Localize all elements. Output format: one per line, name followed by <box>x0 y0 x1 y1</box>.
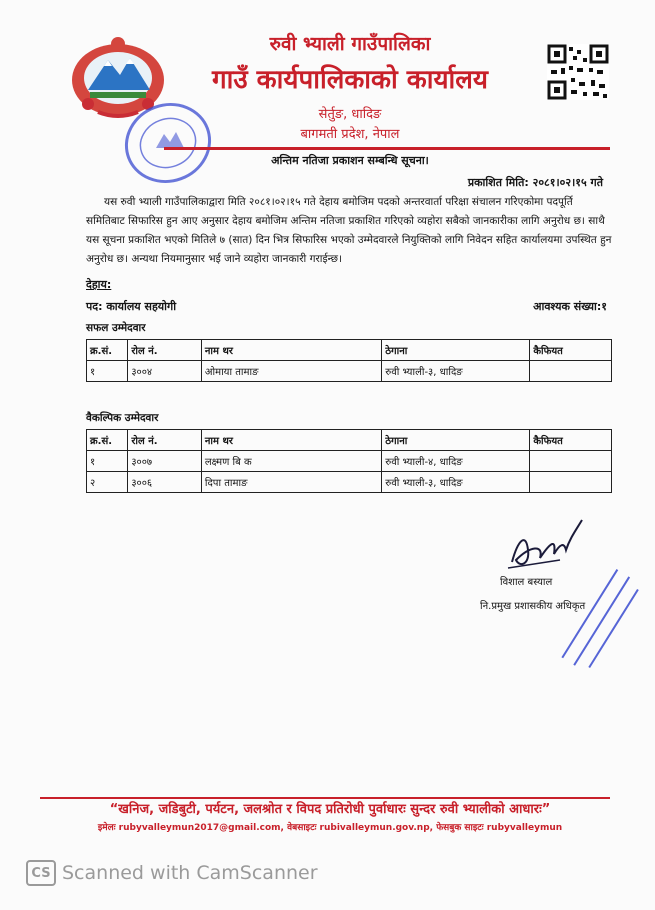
table-row <box>87 451 612 472</box>
cell-serial: १ <box>87 451 128 472</box>
municipality-name: रुवी भ्याली गाउँपालिका <box>269 33 431 55</box>
table-row <box>87 361 612 382</box>
cell-serial: २ <box>87 472 128 493</box>
cell-roll: ३००६ <box>128 472 202 493</box>
cell-roll: ३००७ <box>128 451 202 472</box>
column-header: नाम थर <box>201 340 381 361</box>
qr-code <box>547 44 609 100</box>
cell-name: लक्ष्मण बि क <box>201 451 381 472</box>
table-header-row <box>87 430 612 451</box>
header-divider <box>164 147 610 150</box>
scanner-watermark <box>26 860 318 886</box>
alternate-table <box>86 429 612 493</box>
cell-serial: १ <box>87 361 128 382</box>
column-header: ठेगाना <box>382 430 530 451</box>
post-name: पद: कार्यालय सहयोगी <box>86 300 177 313</box>
signatory-title: नि.प्रमुख प्रशासकीय अधिकृत <box>480 601 586 612</box>
column-header: नाम थर <box>201 430 381 451</box>
column-header: कैफियत <box>530 340 612 361</box>
details-heading: देहाय: <box>86 278 112 291</box>
footer-contact: इमेलः rubyvalleymun2017@gmail.com, वेबसाइटः rubivalleymun.gov.np, फेसबुक साइटः rubyvalleymun <box>97 823 563 833</box>
cell-name: ओमाया तामाङ <box>201 361 381 382</box>
notice-body: यस रुवी भ्याली गाउँपालिकाद्वारा मिति २०८१।०२।१५ गते देहाय बमोजिम पदको अन्तरवार्ता परिक्षा संचालन गरिएकोमा पदपूर्ति समितिबाट सिफारिस हुन आए अनुसार देहाय बमोजिम अन्तिम नतिजा प्रकाशित गरिएको व्यहोरा सबैको जानकारीका लागि अनुरोध छ। साथै यस सूचना प्रकाशित भएको मितिले ७ (सात) दिन भित्र सिफारिस भएको उम्मेदवारले नियुक्तिको लागि निवेदन सहित कार्यालयमा उपस्थित हुन अनुरोध छ। अन्यथा नियमानुसार भई जाने व्यहोरा जानकारी गराईन्छ। <box>86 196 612 265</box>
table-row <box>87 472 612 493</box>
cell-remarks <box>530 472 612 493</box>
column-header: क्र.सं. <box>87 430 128 451</box>
successful-table <box>86 339 612 382</box>
column-header: रोल नं. <box>128 340 202 361</box>
notice-title: अन्तिम नतिजा प्रकाशन सम्बन्धि सूचना। <box>271 154 429 167</box>
cell-roll: ३००४ <box>128 361 202 382</box>
cell-remarks <box>530 451 612 472</box>
cell-remarks <box>530 361 612 382</box>
cell-name: दिपा तामाङ <box>201 472 381 493</box>
cell-address: रुवी भ्याली-३, धादिङ <box>382 361 530 382</box>
office-name: गाउँ कार्यपालिकाको कार्यालय <box>212 65 488 95</box>
required-count: आवश्यक संख्या:१ <box>533 300 607 313</box>
alternate-heading: वैकल्पिक उम्मेदवार <box>86 412 159 424</box>
column-header: रोल नं. <box>128 430 202 451</box>
cell-address: रुवी भ्याली-३, धादिङ <box>382 472 530 493</box>
column-header: ठेगाना <box>382 340 530 361</box>
office-place: सेर्तुङ, धादिङ <box>318 107 382 122</box>
camscanner-logo-icon: CS <box>26 860 56 886</box>
successful-heading: सफल उम्मेदवार <box>86 322 146 334</box>
cell-address: रुवी भ्याली-४, धादिङ <box>382 451 530 472</box>
scanner-text: Scanned with CamScanner <box>62 862 318 884</box>
footer-motto: “खनिज, जडिबुटी, पर्यटन, जलश्रोत र विपद प्रतिरोधी पुर्वाधारः सुन्दर रुवी भ्यालीको आधारः” <box>109 802 551 817</box>
column-header: क्र.सं. <box>87 340 128 361</box>
table-header-row <box>87 340 612 361</box>
office-stamp <box>120 98 216 188</box>
published-date: प्रकाशित मिति: २०८१।०२।१५ गते <box>467 176 603 189</box>
office-province: बागमती प्रदेश, नेपाल <box>300 127 400 142</box>
signatory-name: विशाल बस्याल <box>500 577 553 588</box>
column-header: कैफियत <box>530 430 612 451</box>
signature-stamp <box>548 560 652 680</box>
